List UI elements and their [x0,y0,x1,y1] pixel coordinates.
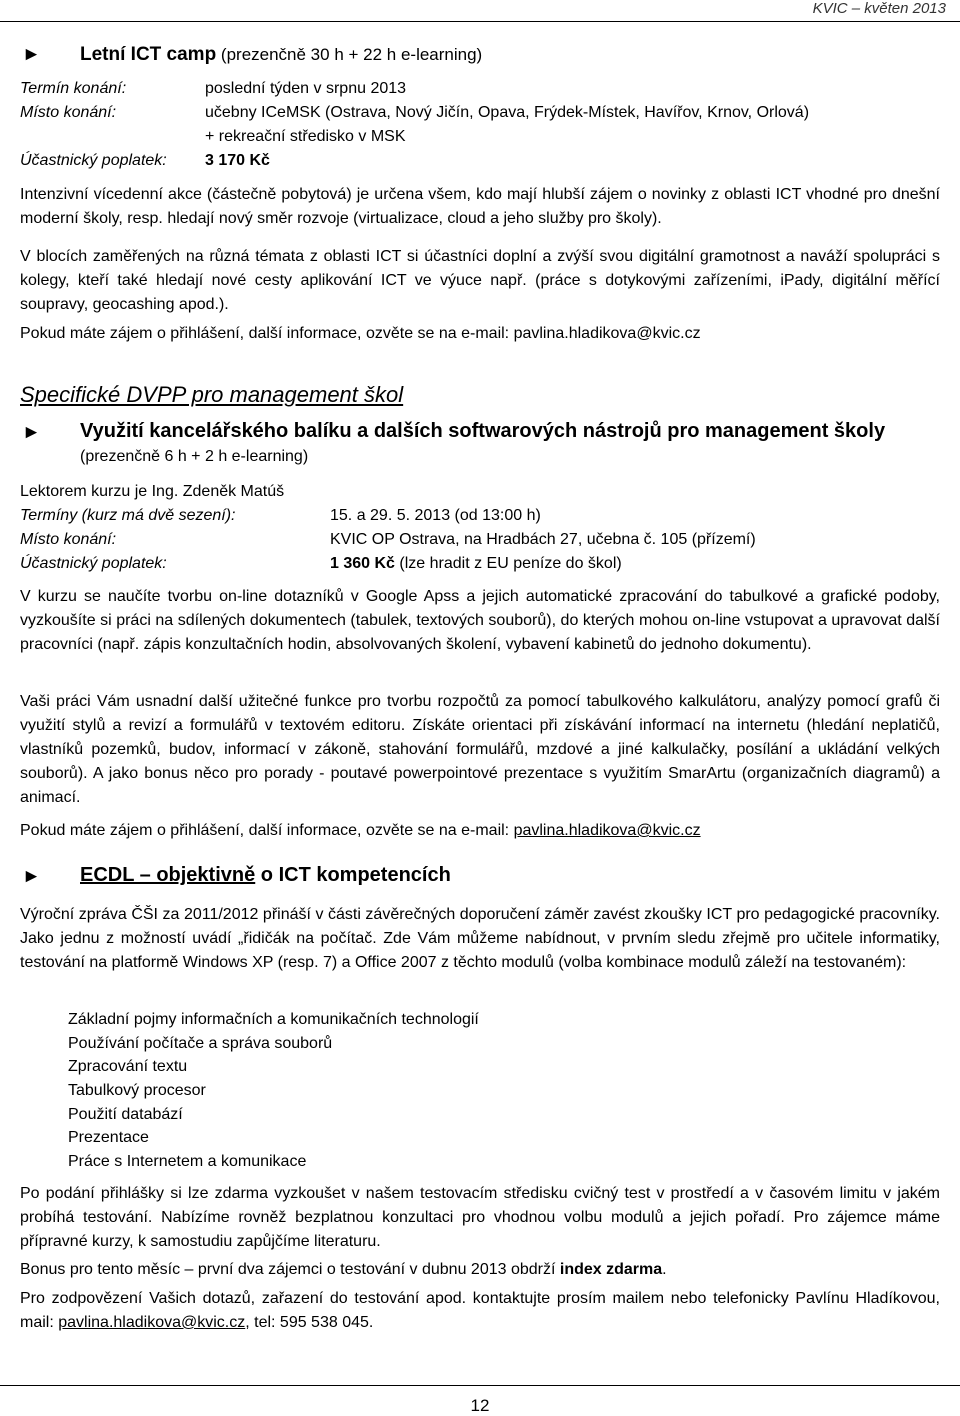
dvpp-course-subtitle: (prezenčně 6 h + 2 h e-learning) [80,448,309,465]
dvpp-place-label: Místo konání: [20,531,117,548]
dvpp-fee-label: Účastnický poplatek: [20,555,167,572]
camp-contact: Pokud máte zájem o přihlášení, další informace, ozvěte se na e-mail: pavlina.hladikova@kvic.cz [20,325,701,342]
dvpp-terms-label: Termíny (kurz má dvě sezení): [20,507,236,524]
list-item: Práce s Internetem a komunikace [68,1153,307,1171]
header-issue: KVIC – květen 2013 [812,0,946,17]
ecdl-contact [20,1287,940,1335]
dvpp-fee-value: 1 360 Kč [330,555,395,572]
camp-title-text: Letní ICT camp [80,44,217,65]
camp-paragraph-1: Intenzivní vícedenní akce (částečně pobytová) je určena všem, kdo mají hlubší zájem o novinky z oblasti ICT vhodné pro dnešní moderní školy, resp. hledají nový směr rozvoje (virtualizace, cloud a jeho služby pro školy). [20,186,940,227]
list-item: Tabulkový procesor [68,1082,206,1100]
dvpp-lector: Lektorem kurzu je Ing. Zdeněk Matúš [20,483,285,500]
list-item: Prezentace [68,1129,149,1147]
camp-fee-value: 3 170 Kč [205,152,270,169]
list-item: Používání počítače a správa souborů [68,1034,333,1052]
list-item: Základní pojmy informačních a komunikačních technologií [68,1011,479,1028]
dvpp-course-title: Využití kancelářského balíku a dalších softwarových nástrojů pro management školy [80,420,886,442]
ecdl-contact-email-link[interactable]: pavlina.hladikova@kvic.cz [58,1314,246,1331]
dvpp-terms-value: 15. a 29. 5. 2013 (od 13:00 h) [330,507,541,524]
camp-place-label: Místo konání: [20,104,117,121]
dvpp-contact [20,819,940,843]
ecdl-bonus [20,1258,940,1282]
ecdl-module-list [68,1008,479,1174]
ecdl-bonus-bold: index zdarma [559,1261,663,1278]
camp-title [80,44,482,66]
camp-term-value: poslední týden v srpnu 2013 [205,80,407,97]
page-number: 12 [470,1396,490,1415]
ecdl-contact-phone: , tel: 595 538 045. [245,1314,374,1331]
camp-title-subtitle: (prezenčně 30 h + 22 h e-learning) [216,45,483,64]
bullet-arrow-icon: ► [22,422,41,443]
camp-fee-label: Účastnický poplatek: [20,152,167,169]
ecdl-bonus-text: Bonus pro tento měsíc – první dva zájemci o testování v dubnu 2013 obdrží [20,1261,560,1278]
ecdl-title-underlined: ECDL – objektivně [80,864,256,886]
ecdl-title-rest: o ICT kompetencích [255,864,451,886]
bullet-arrow-icon: ► [22,866,41,887]
ecdl-paragraph-2: Po podání přihlášky si lze zdarma vyzkoušet v našem testovacím středisku cvičný test v prostředí a v časovém limitu v jakém probíhá testování. Nabízíme rovněž bezplatnou konzultaci pro vhodnou volbu modulů a jejich pořadí. Pro zájemce máme přípravné kurzy, k samostudiu zapůjčíme literaturu. [20,1185,940,1250]
ecdl-title [80,864,451,887]
header-rule [0,21,960,22]
dvpp-contact-email-link[interactable]: pavlina.hladikova@kvic.cz [513,822,701,839]
dvpp-contact-text: Pokud máte zájem o přihlášení, další informace, ozvěte se na e-mail: [20,822,514,839]
dvpp-section-heading: Specifické DVPP pro management škol [20,382,404,407]
bullet-arrow-icon: ► [22,44,41,65]
ecdl-bonus-suffix: . [662,1261,667,1278]
dvpp-paragraph-2: Vaši práci Vám usnadní další užitečné funkce pro tvorbu rozpočtů za pomocí tabulkového kalkulátoru, analýzy pomocí grafů či využití stylů a revizí a formulářů v textovém editoru. Získáte orientaci při získávání informací na internetu (hledání neplatičů, vlastníků pozemků, budov, informací v zákoně, stahování formulářů, mzdové a jiné kalkulačky, posílání a ukládání velkých souborů). A jako bonus něco pro porady - poutavé powerpointové prezentace s využitím SmarArtu (organizačních diagramů) a animací. [20,693,940,806]
camp-place-value: učebny ICeMSK (Ostrava, Nový Jičín, Opava, Frýdek-Místek, Havířov, Krnov, Orlová) [205,104,810,121]
list-item: Zpracování textu [68,1058,188,1076]
dvpp-fee [330,555,622,573]
footer-rule [0,1385,960,1386]
list-item: Použití databází [68,1105,183,1123]
ecdl-paragraph-1: Výroční zpráva ČŠI za 2011/2012 přináší v části závěrečných doporučení záměr zavést zkoušky ICT pro pedagogické pracovníky. Jako jednu z možností uvádí „řidičák na počítač. Zde Vám můžeme nabídnout, v prvním sledu zřejmě pro učitele informatiky, testování na platformě Windows XP (resp. 7) a Office 2007 z těchto modulů (volba kombinace modulů záleží na testovaném): [20,906,940,971]
camp-place-value-2: + rekreační středisko v MSK [205,128,406,145]
dvpp-place-value: KVIC OP Ostrava, na Hradbách 27, učebna č. 105 (přízemí) [330,531,756,548]
dvpp-paragraph-1: V kurzu se naučíte tvorbu on-line dotazníků v Google Apss a jejich automatické zpracování do tabulkové a grafické podoby, vyzkoušíte si práci na sdílených dokumentech (tabulek, textových souborů), do kterých mohou on-line vstupovat a upravovat další pracovníci (např. zápis konzultačních hodin, absolvovaných školení, vybavení kabinetů do jednoho dokumentu). [20,588,940,653]
camp-term-label: Termín konání: [20,80,127,97]
camp-paragraph-2: V blocích zaměřených na různá témata z oblasti ICT si účastníci doplní a zvýší svou digitální gramotnost a naváží spolupráci s kolegy, kteří také hledají nové cesty aplikování ICT ve výuce např. (práce s dotykovými zařízeními, iPady, digitální měřící soupravy, geocashing apod.). [20,248,940,313]
dvpp-fee-note: (lze hradit z EU peníze do škol) [394,555,622,572]
ecdl-contact-text: Pro zodpovězení Vašich dotazů, zařazení do testování apod. kontaktujte prosím mailem nebo telefonicky Pavlínu Hladíkovou, mail: [20,1290,940,1331]
